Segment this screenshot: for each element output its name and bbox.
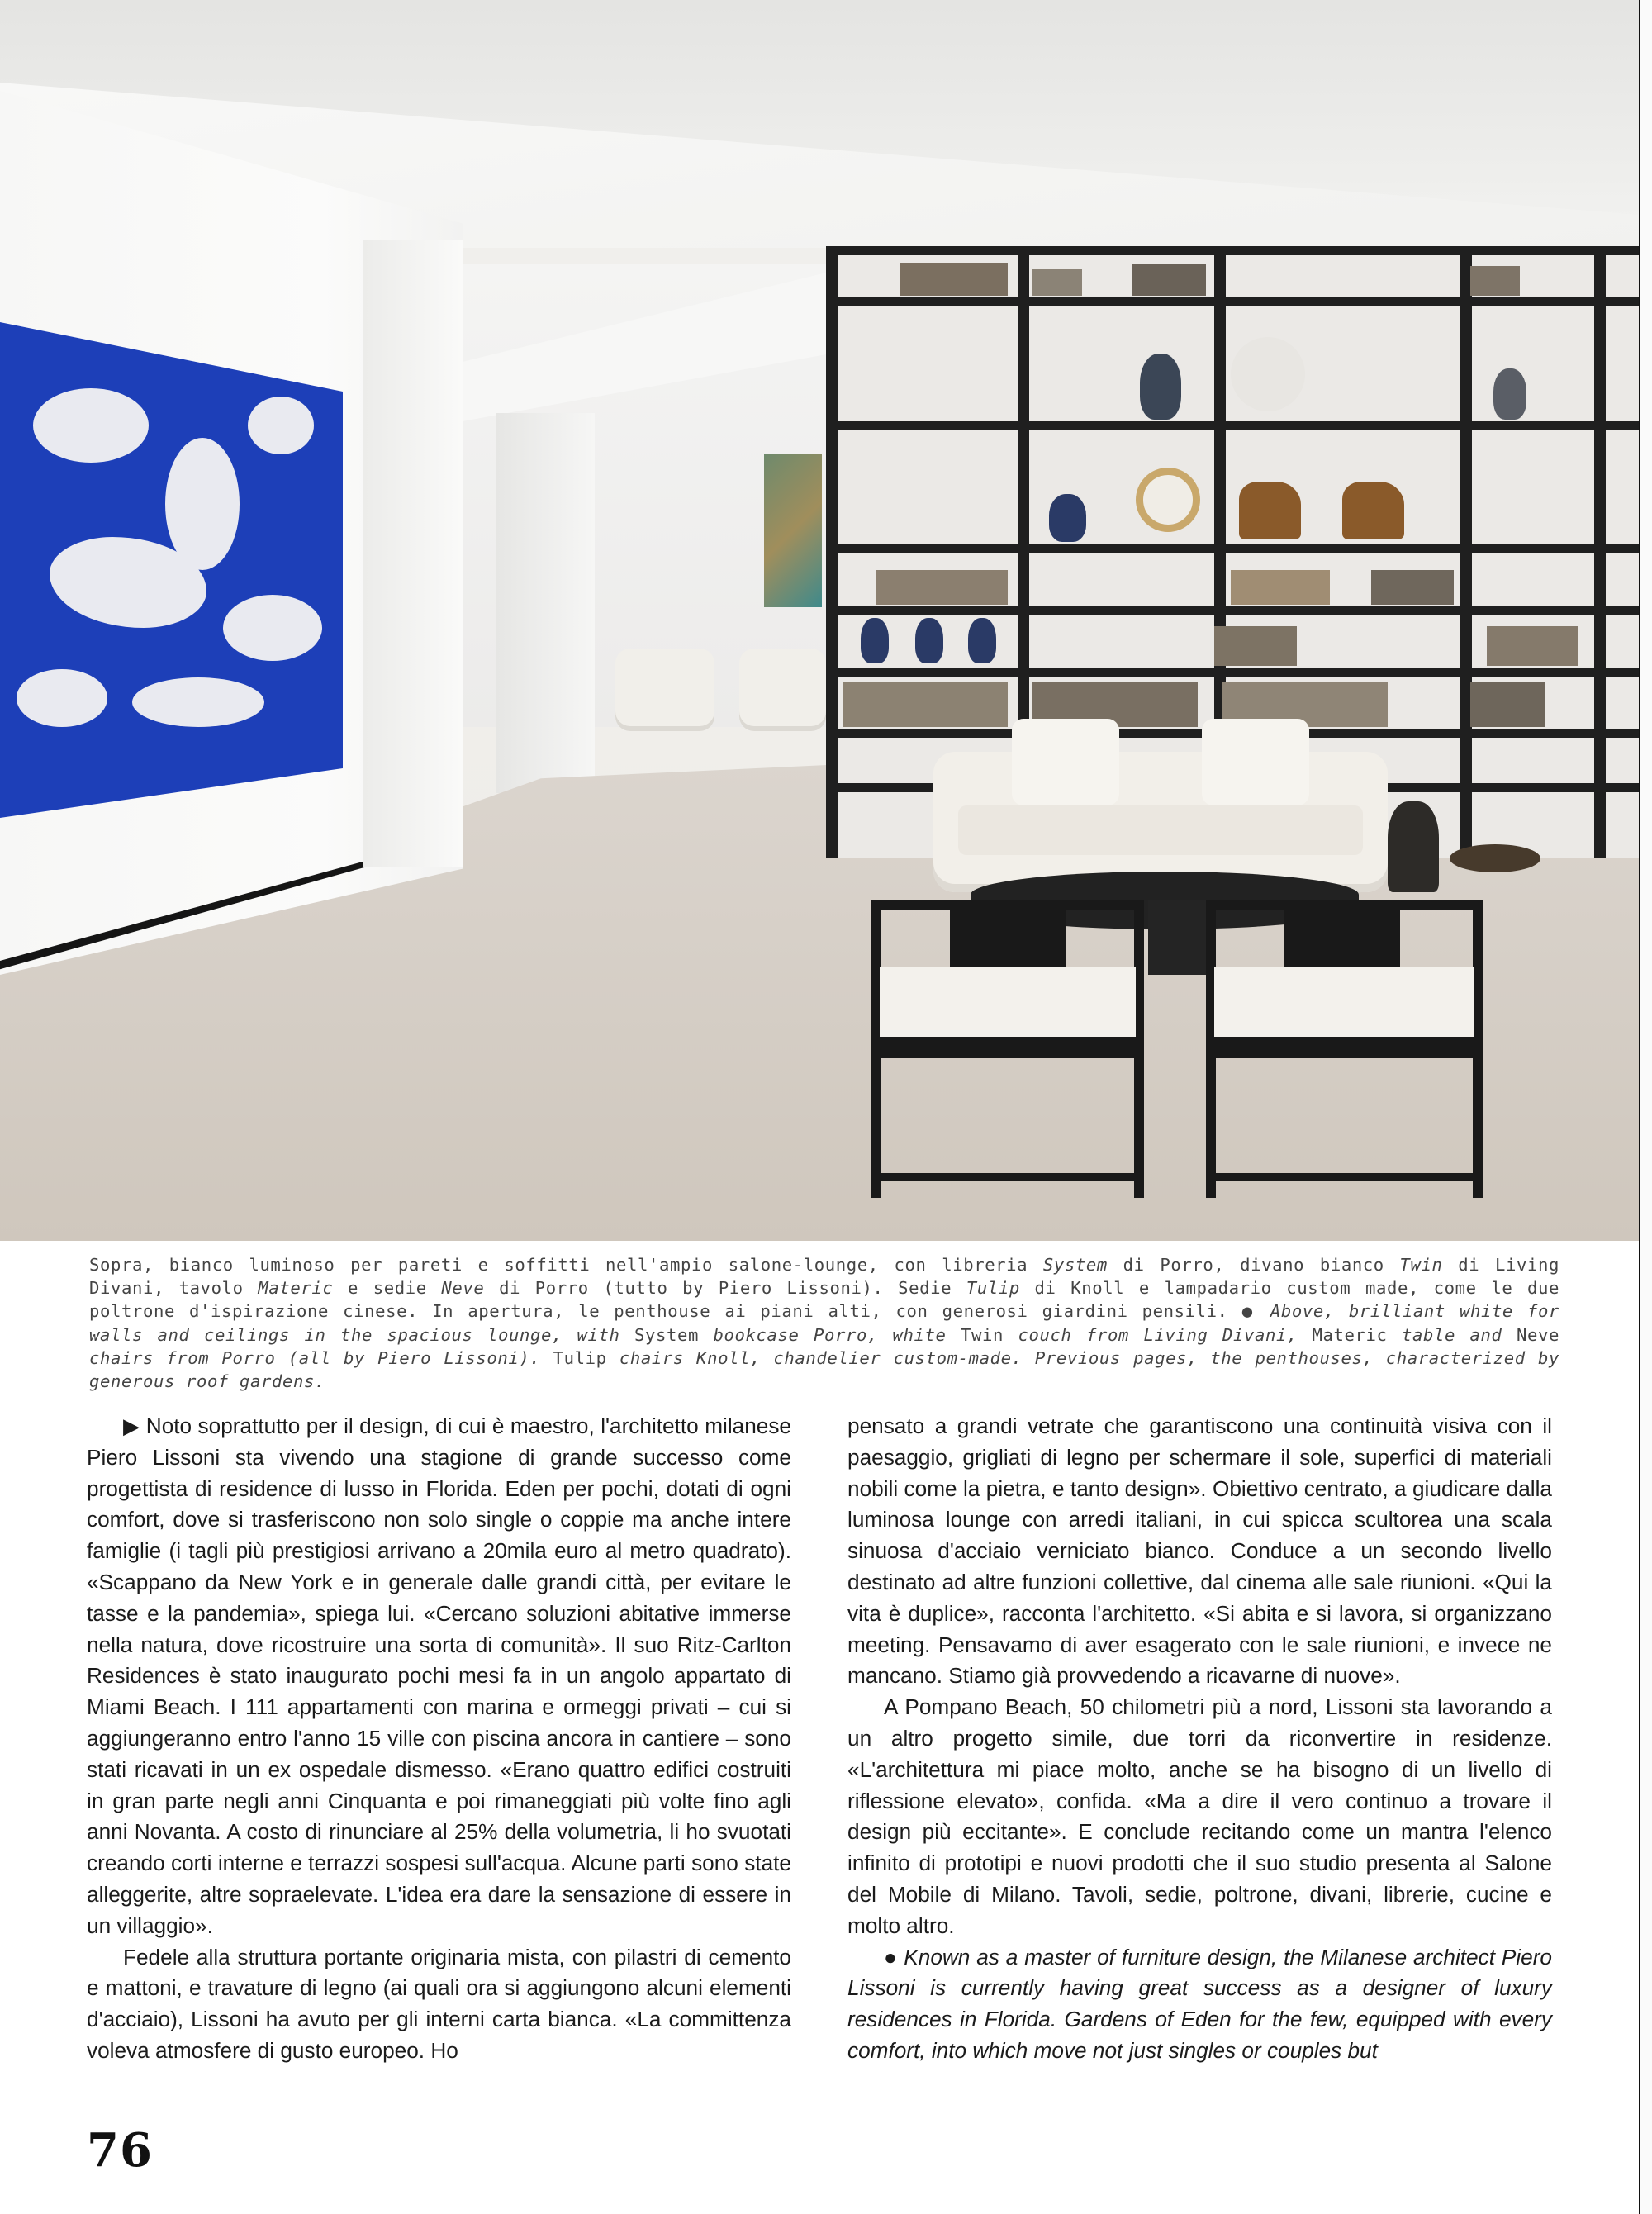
blue-mural: [0, 322, 343, 818]
article-paragraph-english: ● Known as a master of furniture design, the Milanese architect Piero Lissoni is currently having great success as a designer of luxury residences in Florida. Gardens of Eden for the few, equipped with every comfort, into which move not just singles or couples but: [847, 1944, 1552, 2063]
pillar-back: [496, 413, 595, 793]
coffee-table-base: [1148, 900, 1214, 975]
chinese-armchair-left: [871, 900, 1144, 1198]
chinese-armchair-right: [1206, 900, 1483, 1198]
article-paragraph: pensato a grandi vetrate che garantiscono una continuità visiva con il paesaggio, grigliati di legno per schermare il sole, superfici di materiali nobili come la pietra, e tanto design». Obiettivo centrato, a giudicare dalla luminosa lounge con arredi italiani, in cui spicca scultorea una scala sinuosa d'acciaio verniciato bianco. Conduce a un secondo livello destinato ad altre funzioni collettive, dal cinema alle sale riunioni. «Qui la vita è duplice», racconta l'architetto. «Si abita e si lavora, si organizzano meeting. Pensavamo di aver esagerato con le sale riunioni, e invece ne mancano. Stiamo già provvedendo a ricavarne di nuove».: [847, 1413, 1552, 1689]
abstract-painting: [764, 454, 822, 607]
article-paragraph: Fedele alla struttura portante originaria mista, con pilastri di cemento e mattoni, e travature di legno (ai quali ora si aggiungono alcuni elementi d'acciaio), Lissoni ha avuto per gli interni carta bianca. «La committenza voleva atmosfere di gusto europeo. Ho: [87, 1944, 791, 2063]
article-column-right: [847, 1411, 1552, 2067]
background-sofa: [615, 649, 714, 731]
photo-caption: Sopra, bianco luminoso per pareti e soffitti nell'ampio salone-lounge, con libreria System di Porro, divano bianco Twin di Living Divani, tavolo Materic e sedie Neve di Porro (tutto by Piero Lissoni). Sedie Tulip di Knoll e lampadario custom made, come le due poltrone d'ispirazione cinese. In apertura, le penthouse ai piani alti, con generosi giardini pensili. ● Above, brilliant white for walls and ceilings in the spacious lounge, with System bookcase Porro, white Twin couch from Living Divani, Materic table and Neve chairs from Porro (all by Piero Lissoni). Tulip chairs Knoll, chandelier custom-made. Previous pages, the penthouses, characterized by generous roof gardens.: [89, 1255, 1560, 1392]
drum-stool: [1388, 801, 1439, 892]
white-sofa: [933, 719, 1388, 892]
background-sofa: [739, 649, 826, 731]
page-edge: [1639, 0, 1652, 2214]
article-paragraph: ▶ Noto soprattutto per il design, di cui è maestro, l'architetto milanese Piero Lissoni sta vivendo una stagione di grande successo come progettista di residence di lusso in Florida. Eden per pochi, dotati di ogni comfort, dove si trasferiscono non solo single o coppie ma anche intere famiglie (i tagli più prestigiosi arrivano a 20mila euro al metro quadrato). «Scappano da New York e in generale dalle grandi città, per evitare le tasse e la pandemia», spiega lui. «Cercano soluzioni abitative immerse nella natura, dove ricostruire una sorta di comunità». Il suo Ritz-Carlton Residences è stato inaugurato pochi mesi fa in un angolo appartato di Miami Beach. I 111 appartamenti con marina e ormeggi privati – cui si aggiungeranno entro l'anno 15 ville con piscina ancora in cantiere – sono stati ricavati in un ex ospedale dismesso. «Erano quattro edifici costruiti in gran parte negli anni Cinquanta e poi rimaneggiati più volte fino agli anni Novanta. A costo di rinunciare al 25% della volumetria, li ho svuotati creando corti interne e terrazzi sospesi sull'acqua. Alcune parti sono state alleggerite, altre sopraelevate. L'idea era dare la sensazione di essere in un villaggio».: [87, 1413, 791, 1938]
page-number: 76: [87, 2123, 153, 2178]
side-table: [1450, 844, 1540, 872]
article-column-left: [87, 1411, 791, 2067]
article-paragraph: A Pompano Beach, 50 chilometri più a nord, Lissoni sta lavorando a un altro progetto simile, due torri da riconvertire in residenze. «L'architettura mi piace molto, anche se ha bisogno di un livello di riflessione elevato», confida. «Ma a dire il vero continuo a trovare il design più eccitante». E conclude recitando come un mantra l'elenco infinito di prototipi e nuovi prodotti che il suo studio presenta al Salone del Mobile di Milano. Tavoli, sedie, poltrone, divani, librerie, cucine e molto altro.: [847, 1694, 1552, 1938]
pillar-front: [363, 240, 463, 867]
